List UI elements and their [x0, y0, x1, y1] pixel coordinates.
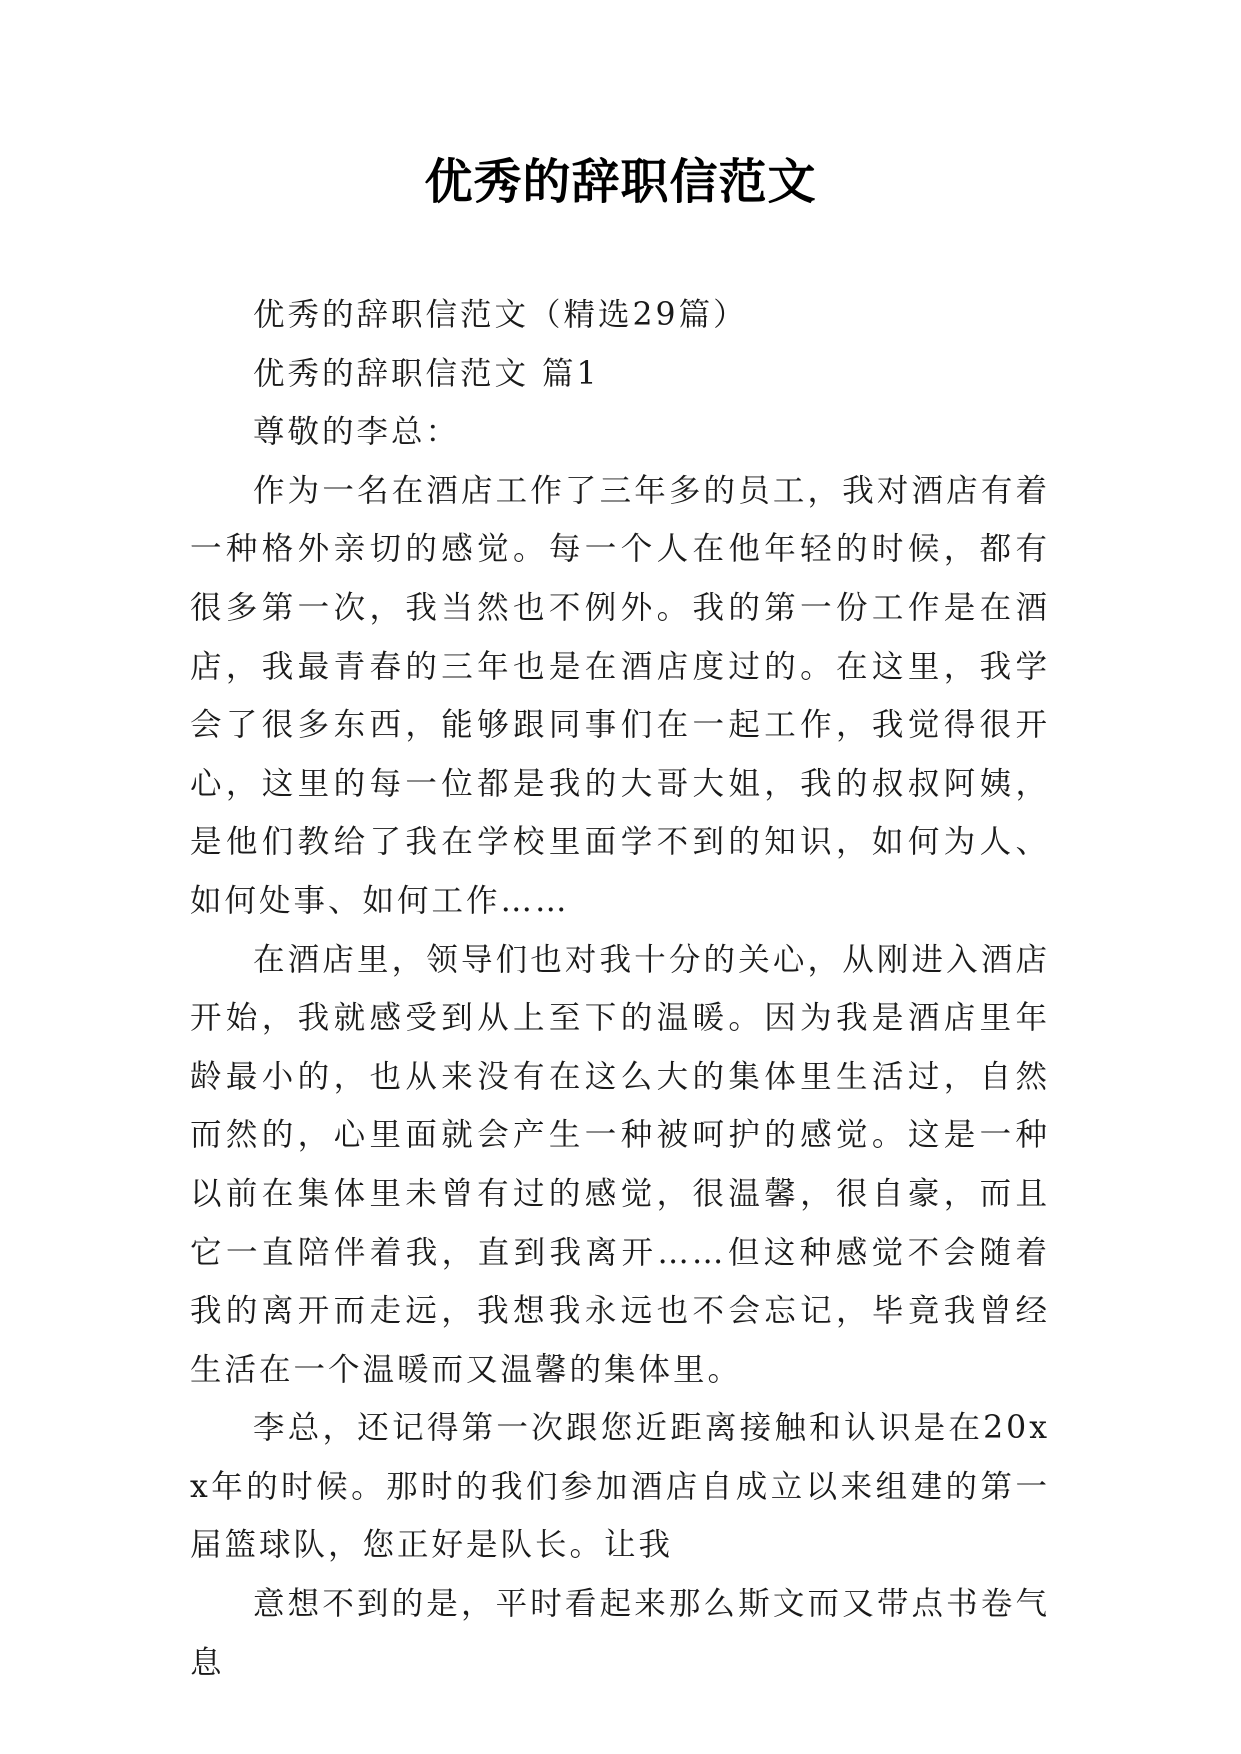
body-paragraph: 在酒店里，领导们也对我十分的关心，从刚进入酒店开始，我就感受到从上至下的温暖。因为我是酒店里年龄最小的，也从来没有在这么大的集体里生活过，自然而然的，心里面就会产生一种被呵护的感觉。这是一种以前在集体里未曾有过的感觉，很温馨，很自豪，而且它一直陪伴着我，直到我离开……但这种感觉不会随着我的离开而走远，我想我永远也不会忘记，毕竟我曾经生活在一个温暖而又温馨的集体里。: [190, 941, 1050, 1388]
section-heading: 优秀的辞职信范文 篇1: [253, 355, 600, 392]
salutation: 尊敬的李总：: [253, 414, 461, 451]
body-paragraph: 作为一名在酒店工作了三年多的员工，我对酒店有着一种格外亲切的感觉。每一个人在他年轻的时候，都有很多第一次，我当然也不例外。我的第一份工作是在酒店，我最青春的三年也是在酒店度过的。在这里，我学会了很多东西，能够跟同事们在一起工作，我觉得很开心，这里的每一位都是我的大哥大姐，我的叔叔阿姨，是他们教给了我在学校里面学不到的知识，如何为人、如何处事、如何工作……: [190, 472, 1050, 919]
document-subtitle: 优秀的辞职信范文（精选29篇）: [253, 297, 748, 333]
document-body: [190, 286, 1050, 1692]
document-title: 优秀的辞职信范文: [424, 154, 817, 210]
body-paragraph: 意想不到的是，平时看起来那么斯文而又带点书卷气息: [190, 1586, 1050, 1681]
body-paragraph: 李总，还记得第一次跟您近距离接触和认识是在20xx年的时候。那时的我们参加酒店自成立以来组建的第一届篮球队，您正好是队长。让我: [190, 1410, 1050, 1564]
